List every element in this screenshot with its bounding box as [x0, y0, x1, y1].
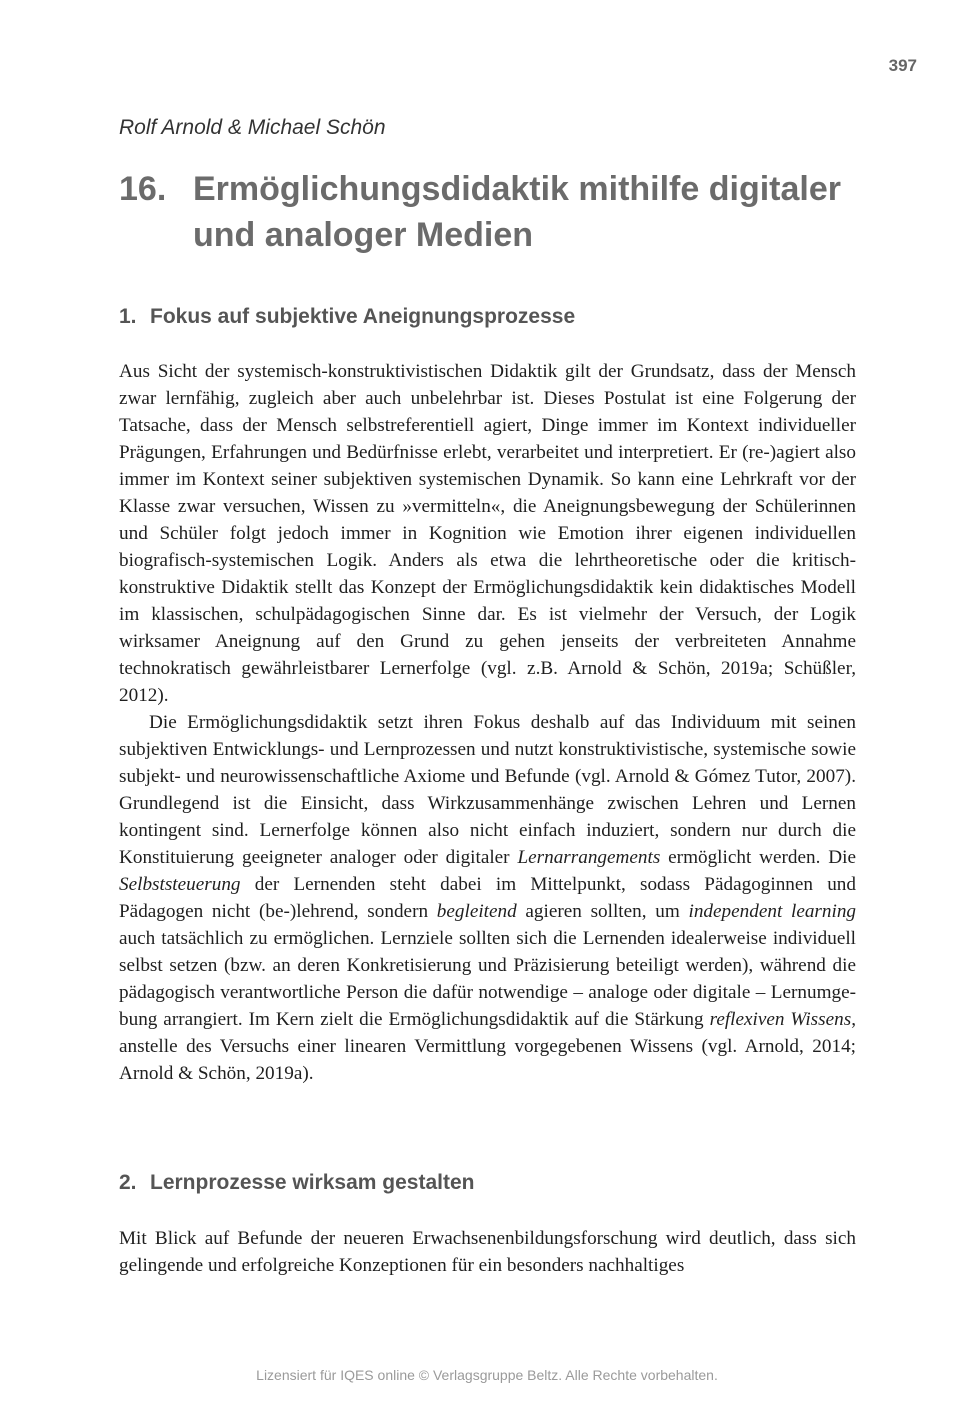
text-run: der Lernenden steht dabei im Mittelpunkt, sodass Pädagoginnen und Pädagogen nicht (be-)lehrend, sondern [119, 874, 856, 922]
page-number: 397 [888, 56, 917, 75]
section-title: Fokus auf subjektive Aneignungsprozesse [150, 305, 576, 328]
text-run: agieren sollten, um [516, 901, 689, 922]
section-heading-1 [119, 305, 575, 329]
section-1-body [119, 358, 856, 1087]
section-2-body [119, 1225, 856, 1279]
paragraph: Mit Blick auf Befunde der neueren Erwachsenenbildungsforschung wird deutlich, dass sich gelingende und erfolgreiche Konzeptionen für ein besonders nachhaltiges [119, 1228, 856, 1276]
license-footer: Lizensiert für IQES online © Verlagsgruppe Beltz. Alle Rechte vorbehalten. [256, 1367, 718, 1383]
text-run: Die Ermöglichungsdidaktik setzt ihren Fokus deshalb auf das Individuum mit seinen subjektiven Entwicklungs- und Lernprozessen und nutzt konstruktivistische, systemische sowie subjekt- und neurowissenschaftliche Axiome und Befunde (vgl. Arnold & Gómez Tutor, 2007). Grundlegend ist die Einsicht, dass Wirkzusammenhänge zwischen Lehren und Lernen kontingent sind. Lernerfolge können also nicht einfach induziert, sondern nur durch die Konstituierung geeigneter analoger oder digitaler [119, 712, 856, 868]
emphasis: Selbststeuerung [119, 874, 241, 895]
authors: Rolf Arnold & Michael Schön [119, 116, 386, 139]
chapter-title-text: Ermöglichungsdidaktik mithilfe digitaler und analoger Medien [193, 170, 841, 254]
chapter-number: 16. [119, 170, 167, 208]
text-run: ermöglicht werden. Die [660, 847, 856, 868]
text-run: , anstelle des Versuchs einer linearen Vermittlung vorgegebenen Wissens (vgl. Arnold, 2014; Arnold & Schön, 2019a). [119, 1009, 856, 1084]
emphasis: reflexiven Wissens [709, 1009, 852, 1030]
section-number: 1. [119, 305, 137, 328]
emphasis: independent learning [688, 901, 857, 922]
chapter-title [119, 166, 859, 258]
section-heading-2 [119, 1171, 474, 1195]
text-run: auch tatsächlich zu ermöglichen. Lernziele sollten sich die Lernenden idealerweise individuell selbst setzen (bzw. an deren Konkretisierung und Präzisierung beteiligt werden), während die pädagogisch verantwortliche Person die dafür notwendige – analoge oder digitale – Lernumgebung arrangiert. Im Kern zielt die Ermöglichungsdidaktik auf die Stärkung [119, 928, 856, 1030]
paragraph [119, 709, 856, 1087]
section-number: 2. [119, 1171, 137, 1194]
emphasis: begleitend [436, 901, 517, 922]
section-title: Lernprozesse wirksam gestalten [150, 1171, 475, 1194]
paragraph: Aus Sicht der systemisch-konstruktivistischen Didaktik gilt der Grundsatz, dass der Mensch zwar lernfähig, zugleich aber auch unbelehrbar ist. Dieses Postulat ist eine Folgerung der Tatsache, dass der Mensch selbstreferentiell agiert, Dinge immer im Kontext individueller Prägungen, Erfahrungen und Bedürfnisse erlebt, verarbeitet und interpretiert. Er (re-)agiert also immer im Kontext seiner subjektiven systemischen Dynamik. So kann eine Lehrkraft vor der Klasse zwar versuchen, Wissen zu »vermitteln«, die Aneignungsbewegung der Schülerinnen und Schüler folgt jedoch immer in Kognition wie Emotion ihrer eigenen individuellen biografisch-systemischen Logik. Anders als etwa die lehrtheoretische oder die kritisch-konstruktive Didaktik stellt das Konzept der Ermöglichungsdidaktik kein didaktisches Modell im klassischen, schulpädagogischen Sinne dar. Es ist vielmehr der Versuch, der Logik wirksamer Aneignung auf den Grund zu gehen jenseits der verbreiteten Annahme technokratisch gewährleistbarer Lernerfolge (vgl. z.B. Arnold & Schön, 2019a; Schüßler, 2012). [119, 361, 856, 706]
emphasis: Lernarrangements [517, 847, 661, 868]
